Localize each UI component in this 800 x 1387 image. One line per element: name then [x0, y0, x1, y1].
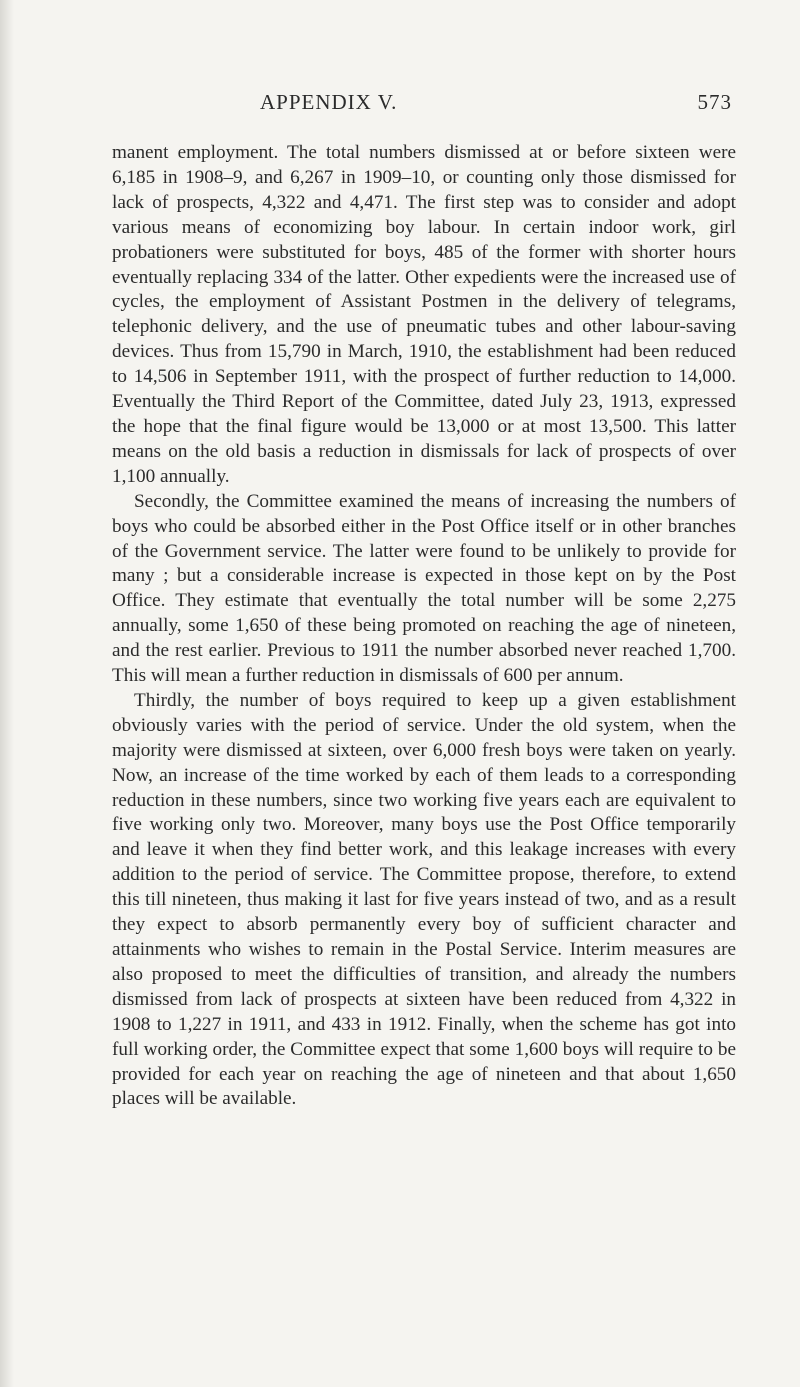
page-number: 573: [697, 90, 732, 114]
body-text: [112, 141, 736, 1112]
running-title: APPENDIX V.: [260, 90, 398, 114]
paragraph-continuation: manent employment. The total numbers dismissed at or before sixteen were 6,185 in 1908–9, and 6,267 in 1909–10, or counting only those dismissed for lack of prospects, 4,322 and 4,471. The first step was to consider and adopt various means of economizing boy labour. In certain indoor work, girl probationers were substituted for boys, 485 of the former with shorter hours eventually replacing 334 of the latter. Other expedients were the increased use of cycles, the employment of Assistant Postmen in the delivery of telegrams, telephonic delivery, and the use of pneumatic tubes and other labour-saving devices. Thus from 15,790 in March, 1910, the establishment had been reduced to 14,506 in September 1911, with the prospect of further reduction to 14,000. Eventually the Third Report of the Committee, dated July 23, 1913, expressed the hope that the final figure would be 13,000 or at most 13,500. This latter means on the old basis a reduction in dismissals for lack of prospects of over 1,100 annually.: [112, 142, 736, 487]
page-header: [112, 90, 732, 120]
page-gutter-shadow: [0, 0, 14, 1387]
paragraph-thirdly: Thirdly, the number of boys required to keep up a given establishment obviously varies with the period of service. Under the old system, when the majority were dismissed at sixteen, over 6,000 fresh boys were taken on yearly. Now, an increase of the time worked by each of them leads to a corresponding reduction in these numbers, since two working five years each are equivalent to five working only two. Moreover, many boys use the Post Office temporarily and leave it when they find better work, and this leakage increases with every addition to the period of service. The Committee propose, therefore, to extend this till nineteen, thus making it last for five years instead of two, and as a result they expect to absorb permanently every boy of sufficient character and attainments who wishes to remain in the Postal Service. Interim measures are also proposed to meet the difficulties of transition, and already the numbers dismissed from lack of prospects at sixteen have been reduced from 4,322 in 1908 to 1,227 in 1911, and 433 in 1912. Finally, when the scheme has got into full working order, the Committee expect that some 1,600 boys will require to be provided for each year on reaching the age of nineteen and that about 1,650 places will be available.: [112, 689, 736, 1110]
paragraph-secondly: Secondly, the Committee examined the means of increasing the numbers of boys who could be absorbed either in the Post Office itself or in other branches of the Government service. The latter were found to be unlikely to provide for many ; but a considerable increase is expected in those kept on by the Post Office. They estimate that eventually the total number will be some 2,275 annually, some 1,650 of these being promoted on reaching the age of nineteen, and the rest earlier. Previous to 1911 the number absorbed never reached 1,700. This will mean a further reduction in dismissals of 600 per annum.: [112, 490, 736, 687]
